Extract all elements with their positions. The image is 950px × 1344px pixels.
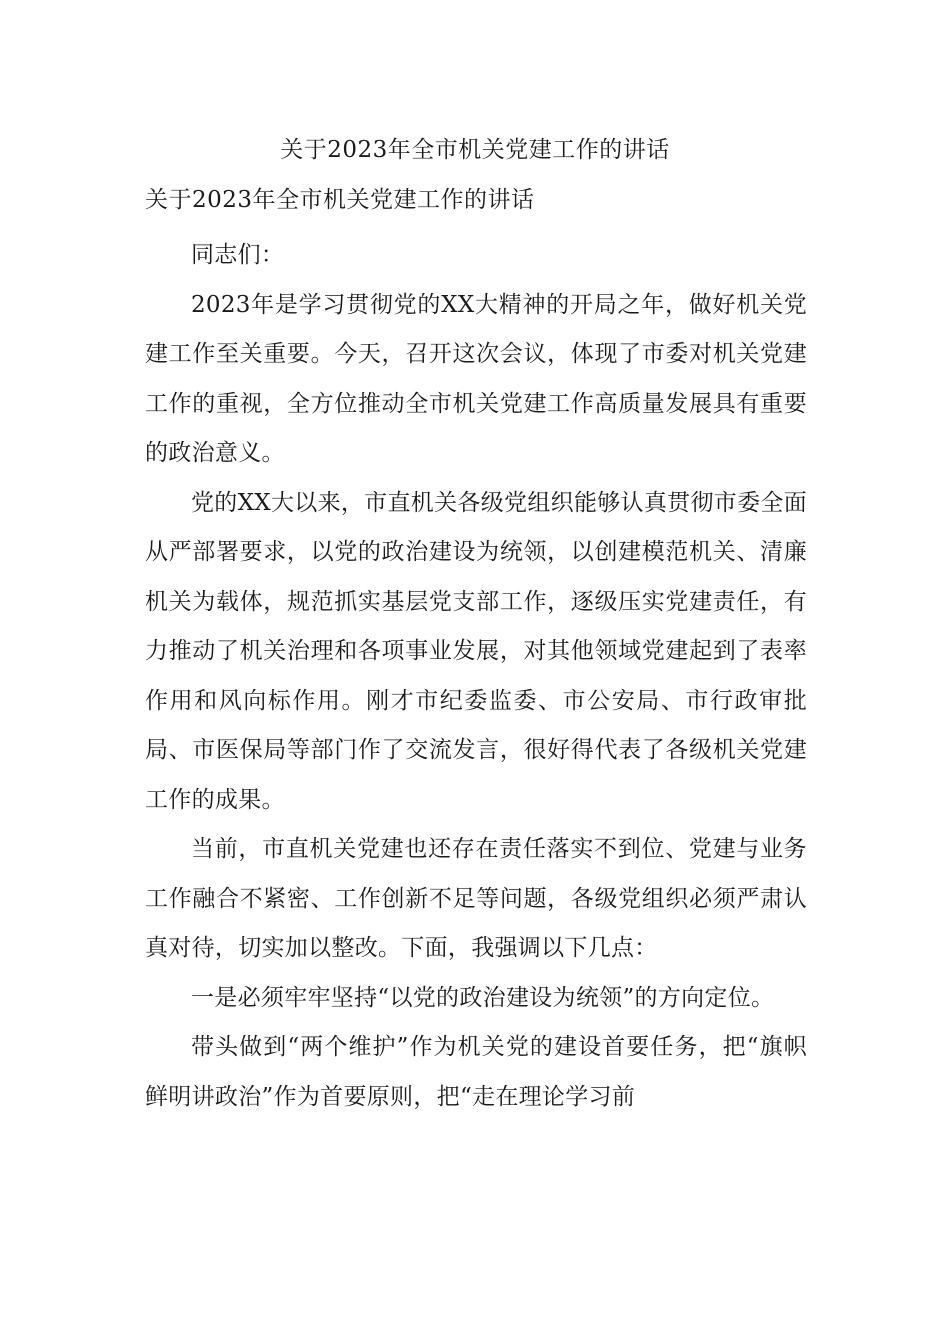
salutation: 同志们： bbox=[191, 242, 285, 268]
paragraph: 2023年是学习贯彻党的XX大精神的开局之年，做好机关党建工作至关重要。今天，召开这次会议，体现了市委对机关党建工作的重视，全方位推动全市机关党建工作高质量发展具有重要的政治意义。 bbox=[145, 291, 807, 466]
document-body bbox=[145, 231, 807, 1122]
paragraph: 一是必须牢牢坚持“以党的政治建设为统领”的方向定位。 bbox=[191, 984, 775, 1011]
paragraph: 党的XX大以来，市直机关各级党组织能够认真贯彻市委全面从严部署要求，以党的政治建设为统领，以创建模范机关、清廉机关为载体，规范抓实基层党支部工作，逐级压实党建责任，有力推动了机关治理和各项事业发展，对其他领域党建起到了表率作用和风向标作用。刚才市纪委监委、市公安局、市行政审批局、市医保局等部门作了交流发言，很好得代表了各级机关党建工作的成果。 bbox=[145, 489, 807, 813]
document-title: 关于2023年全市机关党建工作的讲话 bbox=[280, 137, 670, 163]
document-subtitle: 关于2023年全市机关党建工作的讲话 bbox=[145, 187, 535, 213]
paragraph: 带头做到“两个维护”作为机关党的建设首要任务，把“旗帜鲜明讲政治”作为首要原则，把“走在理论学习前 bbox=[145, 1034, 807, 1110]
paragraph: 当前，市直机关党建也还存在责任落实不到位、党建与业务工作融合不紧密、工作创新不足等问题，各级党组织必须严肃认真对待，切实加以整改。下面，我强调以下几点： bbox=[145, 836, 807, 961]
